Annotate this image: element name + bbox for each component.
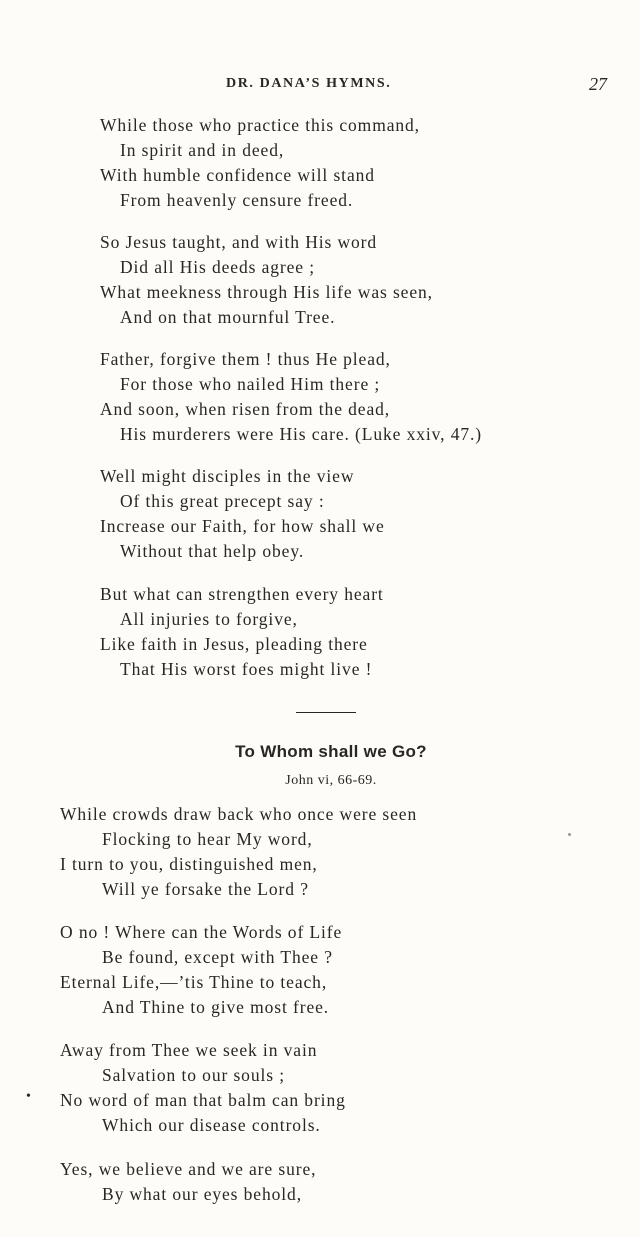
verse-line: From heavenly censure freed. [120,190,354,210]
section-divider [296,712,356,713]
verse-line: With humble confidence will stand [100,165,375,185]
hymn-stanza-1 [60,802,417,902]
verse-line: While those who practice this command, [100,115,420,135]
verse-line: Did all His deeds agree ; [120,257,316,277]
scripture-reference: John vi, 66-69. [285,773,377,788]
verse-line: Flocking to hear My word, [102,829,313,849]
verse-line: Well might disciples in the view [100,466,355,486]
stanza-2 [100,230,433,330]
verse-line: While crowds draw back who once were seen [60,804,418,824]
verse-line: By what our eyes behold, [102,1184,302,1204]
verse-line: Of this great precept say : [120,491,325,511]
page-number: 27 [589,74,607,94]
verse-line: And Thine to give most free. [102,997,330,1017]
running-head [0,76,640,98]
verse-line: In spirit and in deed, [120,140,285,160]
verse-line: Eternal Life,—’tis Thine to teach, [60,972,328,992]
hymn-title: To Whom shall we Go? [235,742,427,761]
verse-line: And on that mournful Tree. [120,307,336,327]
verse-line: Like faith in Jesus, pleading there [100,634,368,654]
verse-line: And soon, when risen from the dead, [100,399,391,419]
verse-line: I turn to you, distinguished men, [60,854,318,874]
verse-line: But what can strengthen every heart [100,584,384,604]
verse-line: That His worst foes might live ! [120,659,373,679]
hymn-stanza-3 [60,1038,346,1138]
verse-line: Will ye forsake the Lord ? [102,879,309,899]
stanza-5 [100,582,384,682]
verse-line: Which our disease controls. [102,1115,321,1135]
stanza-1 [100,113,420,213]
verse-line: Yes, we believe and we are sure, [60,1159,317,1179]
verse-line: So Jesus taught, and with His word [100,232,378,252]
print-speck [568,833,571,836]
verse-line: Be found, except with Thee ? [102,947,333,967]
hymn-stanza-4 [60,1157,316,1207]
verse-line: Away from Thee we seek in vain [60,1040,318,1060]
verse-line: His murderers were His care. (Luke xxiv, 47.) [120,424,483,444]
verse-line: What meekness through His life was seen, [100,282,433,302]
verse-line: Father, forgive them ! thus He plead, [100,349,391,369]
verse-line: All injuries to forgive, [120,609,298,629]
running-title: DR. DANA’S HYMNS. [226,76,392,91]
stanza-3 [100,347,482,447]
verse-line: For those who nailed Him there ; [120,374,381,394]
hymn-stanza-2 [60,920,342,1020]
verse-line: Without that help obey. [120,541,305,561]
verse-line: O no ! Where can the Words of Life [60,922,343,942]
verse-line: Increase our Faith, for how shall we [100,516,385,536]
verse-line: Salvation to our souls ; [102,1065,285,1085]
verse-line: No word of man that balm can bring [60,1090,346,1110]
stanza-4 [100,464,385,564]
margin-mark: • [26,1089,31,1104]
